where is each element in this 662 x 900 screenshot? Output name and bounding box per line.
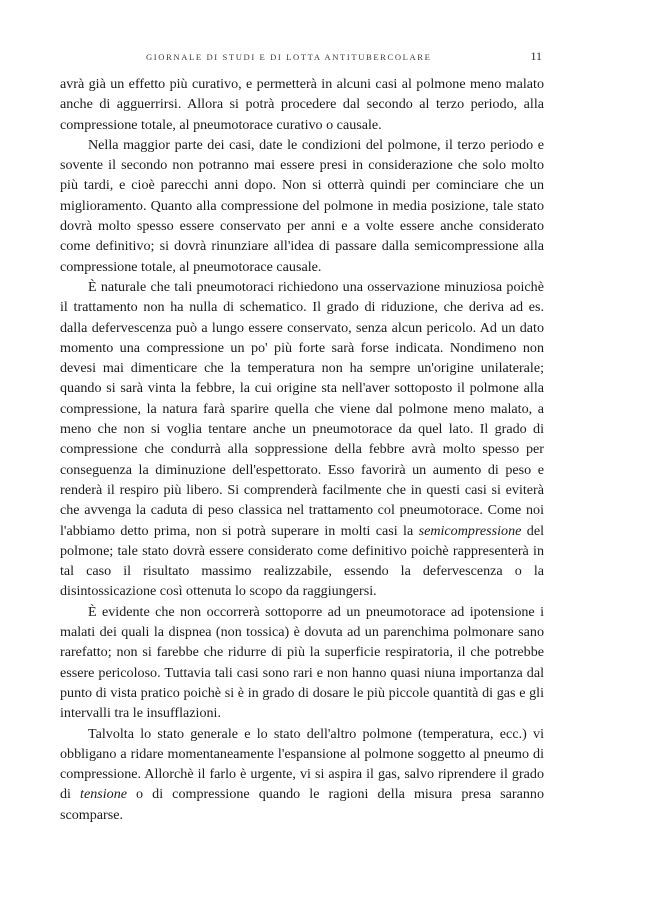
paragraph-1 [60, 74, 544, 135]
paragraph-5-emphasis: tensione [80, 786, 127, 803]
paragraph-3-emphasis: semicompressione [418, 522, 522, 539]
paragraph-5 [60, 724, 544, 825]
paragraph-3-text: È naturale che tali pneumotoraci richiedono una osservazione minuziosa poichè il trattamento non ha nulla di schematico. Il grado di riduzione, che deriva ad es. dalla defervescenza può a lungo essere conservato, senza alcun pericolo. Ad un dato momento una compressione un po' più forte sarà forse indicata. Nondimeno non devesi mai dimenticare che la temperatura non ha sempre un'origine unilaterale; quando si sarà vinta la febbre, la cui origine sta nell'aver sottoposto il polmone alla compressione, la natura farà sparire quella che viene dal polmone meno malato, a meno che non si voglia tentare anche un pneumotorace da quel lato. Il grado di compressione che condurrà alla soppressione della febbre avrà molto spesso per conseguenza la diminuzione dell'espettorato. Esso favorirà un aumento di peso e renderà il respiro più libero. Si comprenderà facilmente che in questi casi si eviterà che avvenga la caduta di peso classica nel trattamento col pneumotorace. Come noi l'abbiamo detto prima, non si potrà superare in molti casi la [60, 278, 544, 539]
running-title: GIORNALE DI STUDI E DI LOTTA ANTITUBERCOLARE [146, 52, 432, 62]
paragraph-5-text-end: o di compressione quando le ragioni della misura presa saranno scomparse. [60, 786, 544, 823]
running-head [60, 50, 542, 66]
paragraph-2-text: Nella maggior parte dei casi, date le condizioni del polmone, il terzo periodo e sovente il secondo non potranno mai essere presi in considerazione che solo molto più tardi, e cioè parecchi anni dopo. Non si otterrà quindi per cominciare che un miglioramento. Quanto alla compressione del polmone in media posizione, tale stato dovrà molto spesso essere conservato per anni e a volte essere anche considerato come definitivo; si dovrà rinunziare all'idea di passare dalla semicompressione alla compressione totale, al pneumotorace causale. [60, 136, 544, 275]
paragraph-3 [60, 277, 544, 602]
paragraph-2 [60, 135, 544, 277]
paragraph-1-text: avrà già un effetto più curativo, e permetterà in alcuni casi al polmone meno malato anche di agguerrirsi. Allora si potrà procedere dal secondo al terzo periodo, alla compressione totale, al pneumotorace curativo o causale. [60, 76, 544, 133]
paragraph-4-text: È evidente che non occorrerà sottoporre ad un pneumotorace ad ipotensione i malati dei quali la dispnea (non tossica) è dovuta ad un parenchima polmonare sano rarefatto; non si farebbe che ridurre di più la superficie respiratoria, il che potrebbe essere pericoloso. Tuttavia tali casi sono rari e non hanno quasi niuna importanza dal punto di vista pratico poichè si è in grado di dosare le più piccole quantità di gas e gli intervalli tra le insufflazioni. [60, 603, 544, 722]
paragraph-3-text-end: del polmone; tale stato dovrà essere considerato come definitivo poichè rappresenterà in tal caso il risultato massimo realizzabile, essendo la defervescenza o la disintossicazione così ottenuta lo scopo da raggiungersi. [60, 522, 544, 600]
paragraph-4 [60, 602, 544, 724]
body-text [60, 74, 544, 825]
page-number: 11 [530, 49, 542, 63]
paragraph-5-text: Talvolta lo stato generale e lo stato dell'altro polmone (temperatura, ecc.) vi obbligano a ridare momentaneamente l'espansione al polmone soggetto al pneumo di compressione. Allorchè il farlo è urgente, vi si aspira il gas, salvo riprendere il grado di [60, 725, 544, 803]
